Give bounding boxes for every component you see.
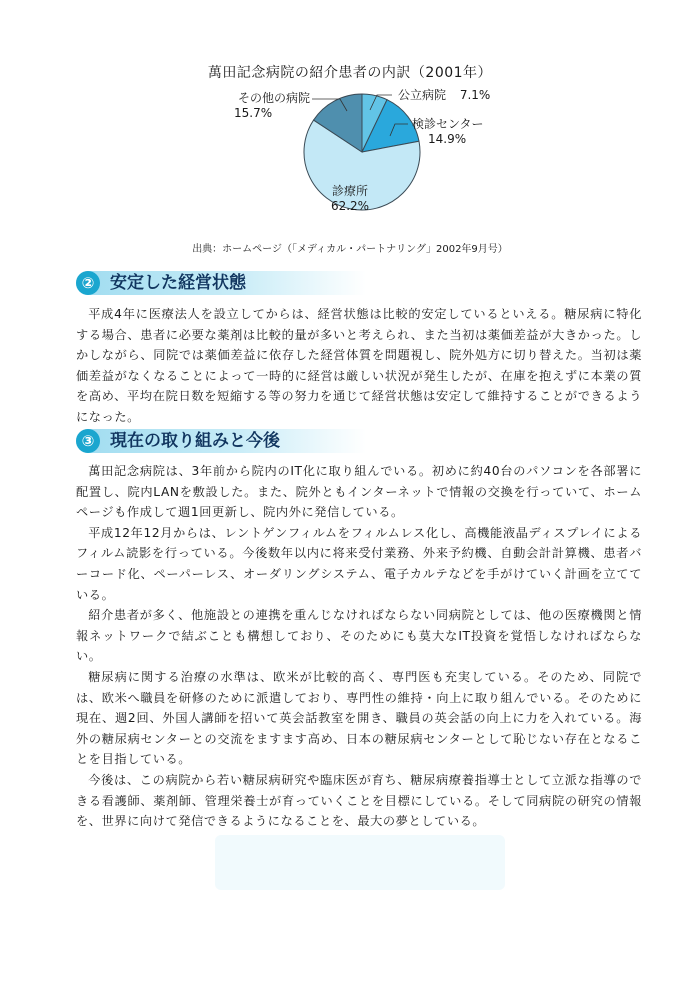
slice-value: 15.7% — [234, 106, 273, 120]
section-title: 現在の取り組みと今後 — [110, 431, 280, 451]
slice-label-clinic — [323, 184, 377, 214]
section-title: 安定した経営状態 — [110, 273, 246, 293]
section-2-body — [76, 304, 642, 428]
slice-label-checkup-center — [412, 117, 484, 147]
slice-value: 62.2% — [330, 199, 370, 213]
section-3-body — [76, 461, 642, 832]
slice-name: 公立病院 — [398, 88, 447, 102]
paragraph: 紹介患者が多く、他施設との連携を重んじなければならない同病院としては、他の医療機関と情報ネットワークで結ぶことも構想しており、そのためにも莫大なIT投資を覚悟しなければならない。 — [76, 608, 642, 664]
slice-value: 7.1% — [459, 88, 491, 102]
slice-label-other-hospitals — [230, 91, 310, 121]
chart-title: 萬田記念病院の紹介患者の内訳（2001年） — [207, 65, 493, 81]
paragraph: 平成4年に医療法人を設立してからは、経営状態は比較的安定しているといえる。糖尿病に特化する場合、患者に必要な薬剤は比較的量が多いと考えられ、また当初は薬価差益が大きかった。しかしながら、同院では薬価差益に依存した経営体質を問題視し、院外処方に切り替えた。当初は薬価差益がなくなることによって一時的に経営は厳しい状況が発生したが、在庫を抱えずに本業の質を高め、平均在院日数を短縮する等の努力を通じて経営状態は安定して維持することができるようになった。 — [76, 307, 642, 424]
background-glow — [215, 835, 505, 890]
section-number-badge: ② — [76, 271, 100, 295]
paragraph: 萬田記念病院は、3年前から院内のIT化に取り組んでいる。初めに約40台のパソコンを各部署に配置し、院内LANを敷設した。また、院外ともインターネットで情報の交換を行っていて、ホームページも作成して週1回更新し、院内外に発信している。 — [76, 464, 642, 520]
slice-value: 14.9% — [428, 132, 467, 146]
paragraph: 今後は、この病院から若い糖尿病研究や臨床医が育ち、糖尿病療養指導士として立派な指導のできる看護師、薬剤師、管理栄養士が育っていくことを目標にしている。そして同病院の研究の情報を、世界に向けて発信できるようになることを、最大の夢としている。 — [76, 772, 642, 829]
pie-chart — [0, 0, 700, 260]
paragraph: 糖尿病に関する治療の水準は、欧米が比較的高く、専門医も充実している。そのため、同院では、欧米へ職員を研修のために派遣しており、専門性の維持・向上に取り組んでいる。そのために現在、週2回、外国人講師を招いて英会話教室を開き、職員の英会話の向上に力を入れている。海外の糖尿病センターとの交流をますます高め、日本の糖尿病センターとして恥じない存在となることを目指している。 — [76, 669, 642, 767]
slice-name: その他の病院 — [237, 91, 310, 105]
section-3-heading — [76, 429, 366, 453]
paragraph: 平成12年12月からは、レントゲンフィルムをフィルムレス化し、高機能液晶ディスプレイによるフィルム読影を行っている。今後数年以内に将来受付業務、外来予約機、自動会計計算機、患者バーコード化、ペーパーレス、オーダリングシステム、電子カルテなどを手がけていく計画を立てている。 — [76, 525, 642, 602]
slice-label-public-hospital — [398, 88, 490, 103]
chart-source: 出典：ホームページ（「メディカル・パートナリング」2002年9月号） — [192, 244, 508, 255]
slice-name: 診療所 — [331, 184, 368, 198]
section-2-heading — [76, 271, 366, 295]
section-number-badge: ③ — [76, 429, 100, 453]
slice-name: 検診センター — [412, 117, 484, 131]
